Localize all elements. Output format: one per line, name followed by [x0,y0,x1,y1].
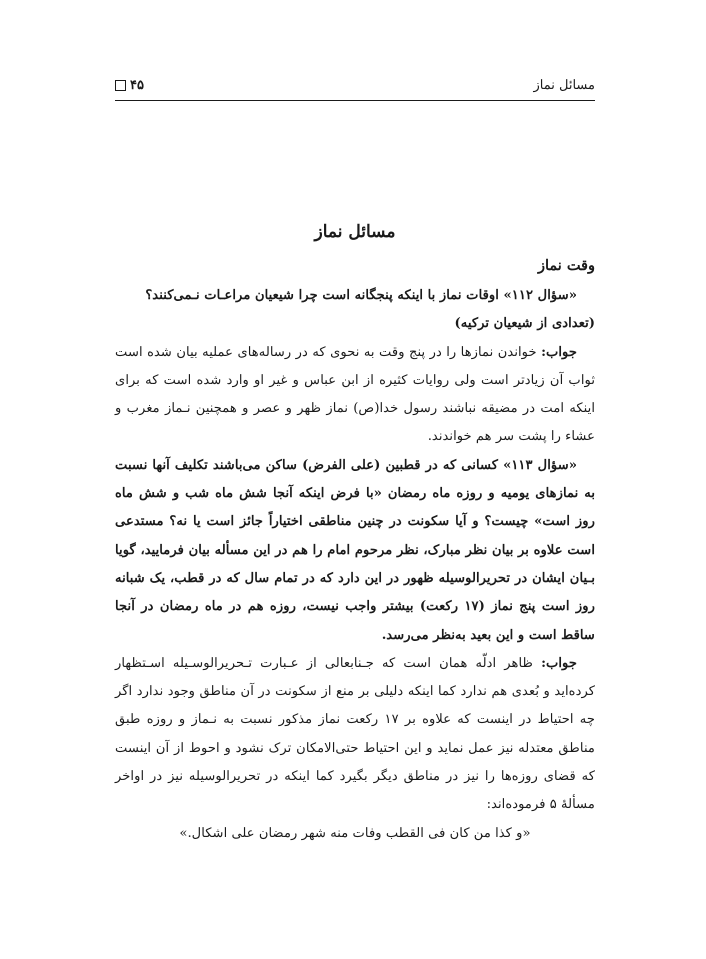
question-113-label: «سؤال ۱۱۳» [503,457,577,473]
question-112 [115,282,595,310]
answer-112 [115,339,595,452]
question-113-text: کسانی که در قطبین (علی الفرض) ساکن می‌باشند تکلیف آنها نسبت به نمازهای یومیه و روزه ماه رمضان «با فرض اینکه آنجا شش ماه شب و شش ماه روز است» چیست؟ و آیا سکونت در چنین مناطقی اختیاراً جائز است یا نه؟ مستدعی است علاوه بر بیان نظر مبارک، نظر مرحوم امام را هم در این مسأله بیان فرمایید، گویا بـیان ایشان در تحریرالوسیله ظهور در این دارد که در تمام سال که در قطب، یک شبانه روز است پنج نماز (۱۷ رکعت) بیشتر واجب نیست، روزه هم در ماه رمضان در آنجا ساقط است و این بعید به‌نظر می‌رسد. [115,457,595,643]
answer-113 [115,650,595,820]
page-body [115,222,595,848]
answer-113-text: ظاهر ادلّه همان است که جـنابعالی از عـبارت تـحریرالوسـیله اسـتظهار کرده‌اید و بُعدی هم ندارد کما اینکه دلیلی بر منع از سکونت در آن مناطق وجود ندارد اگر چه احتیاط در اینست که علاوه بر ۱۷ رکعت نماز مذکور نسبت به نـماز و روزه طبق مناطق معتدله نیز عمل نماید و این احتیاط حتی‌الامکان ترک نشود و احوط از آن اینست که قضای روزه‌ها را نیز در مناطق دیگر بگیرد کما اینکه در تحریرالوسیله نیز در اواخر مسألهٔ ۵ فرموده‌اند: [115,655,595,813]
answer-112-text: خواندن نمازها را در پنج وقت به نحوی که در رساله‌های عملیه بیان شده است ثواب آن زیادتر است ولی روایات کثیره از ابن عباس و غیر او وارد شده است که برای اینکه امت در مضیقه نباشند رسول خدا(ص) نماز ظهر و عصر و همچنین نـماز مغرب و عشاء را پشت سر هم خواندند. [115,344,595,445]
answer-112-label: جواب: [541,344,577,360]
chapter-title: مسائل نماز [314,222,396,242]
page-number-block [115,78,144,93]
question-112-text: اوقات نماز با اینکه پنجگانه است چرا شیعیان مراعـات نـمی‌کنند؟ [145,288,499,303]
question-112-asker: (تعدادی از شیعیان ترکیه) [454,316,595,332]
running-title: مسائل نماز [533,78,595,93]
question-113 [115,452,595,650]
page-number: ۴۵ [130,78,144,93]
square-ornament-icon [115,80,126,91]
header-rule [115,100,595,101]
running-header [115,78,595,100]
section-heading: وقت نماز [537,257,595,274]
question-112-label: «سؤال ۱۱۲» [503,288,577,303]
quoted-ruling: «و کذا من کان فی القطب وفات منه شهر رمضان علی اشکال.» [179,825,531,841]
answer-113-label: جواب: [541,655,577,671]
